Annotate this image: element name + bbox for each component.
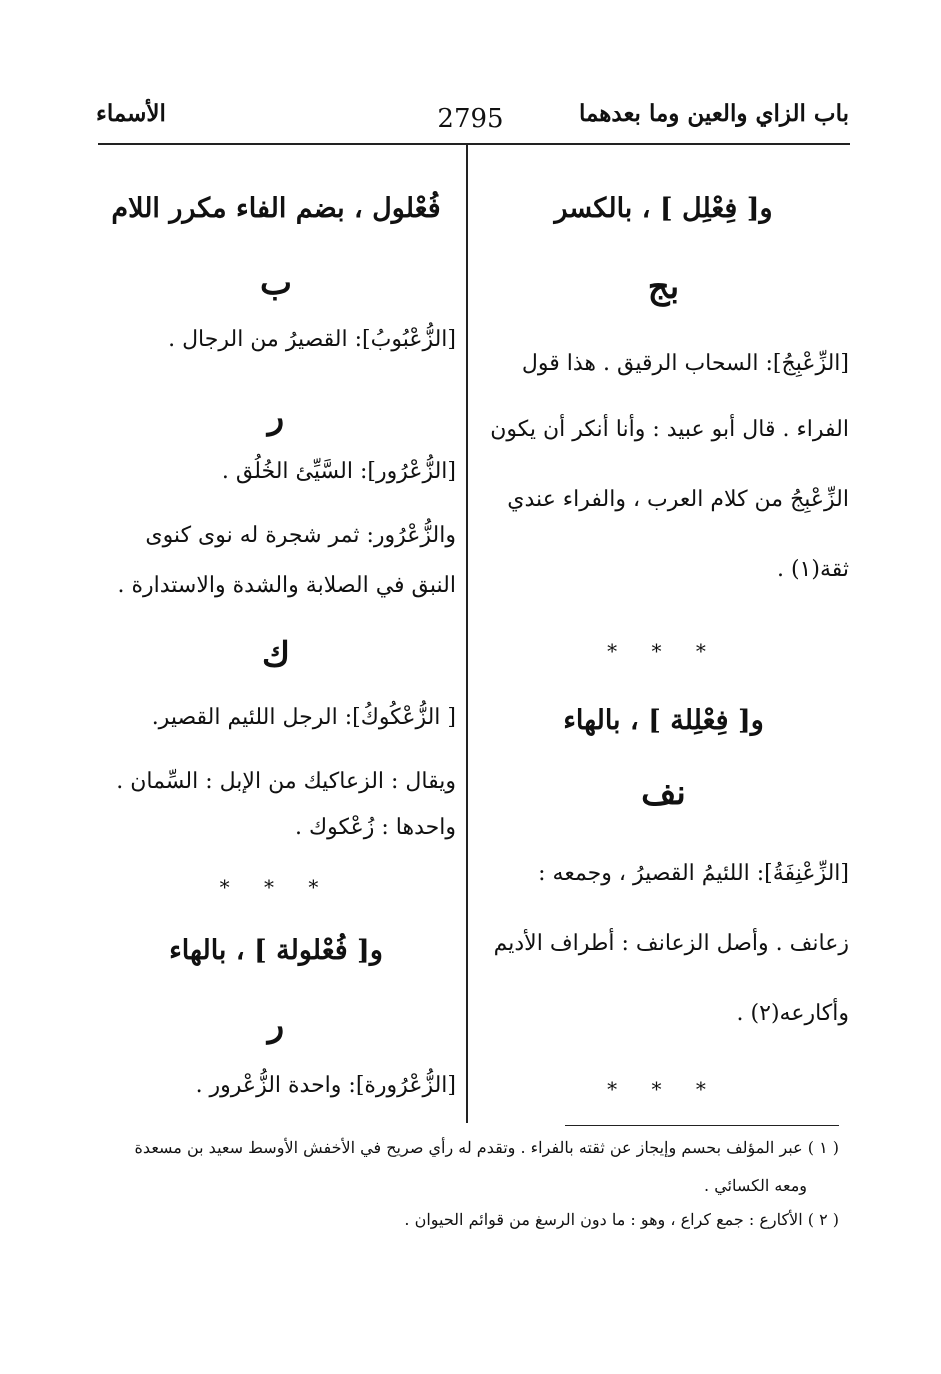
entry-line: واحدها : زُعْكوك . (295, 815, 456, 840)
entry-line: والزُّعْرُور: ثمر شجرة له نوى كنوى (145, 523, 456, 548)
root-letter: ر (267, 397, 285, 437)
footnote-1-continued: ومعه الكسائي . (704, 1176, 807, 1195)
right-column (478, 145, 849, 1124)
entry-line: [الزِّعْنِفَةُ]: اللئيمُ القصيرُ ، وجمعه : (538, 861, 849, 886)
entry-line: [الزُّعْبُوبُ]: القصيرُ من الرجال . (168, 327, 456, 352)
entry-line: النبق في الصلابة والشدة والاستدارة . (117, 573, 456, 598)
section-heading: و[ فِعْلِلة ] ، بالهاء (563, 705, 764, 736)
section-separator: * * * (607, 1077, 720, 1101)
running-header-chapter: باب الزاي والعين وما بعدهما (578, 100, 849, 127)
root-letter: ر (267, 1005, 285, 1045)
footnote-rule (565, 1125, 839, 1126)
entry-line: [الزُّعْرُور]: السَّيِّئ الخُلُق . (221, 459, 456, 484)
column-divider (466, 145, 468, 1123)
entry-line: الزِّعْبِجُ من كلام العرب ، والفراء عندي (507, 487, 849, 512)
root-letter: ب (259, 263, 292, 303)
section-separator: * * * (607, 639, 720, 663)
entry-line: [ الزُّعْكُوكُ]: الرجل اللئيم القصير. (151, 705, 456, 730)
root-letter: نف (641, 773, 686, 813)
entry-line: وأكارعه(٢) . (736, 1001, 849, 1026)
page-number: 2795 (437, 104, 504, 134)
root-letter: بج (647, 267, 680, 307)
section-heading: و[ فِعْلِل ] ، بالكسر (554, 193, 773, 224)
section-separator: * * * (219, 875, 333, 899)
running-header-section: الأسماء (96, 100, 166, 127)
footnote-1: ( ١ ) عبر المؤلف بحسم وإيجاز عن ثقته بالفراء . وتقدم له رأي صريح في الأخفش الأوسط سعيد بن مسعدة (134, 1138, 839, 1157)
root-letter: ك (261, 635, 291, 675)
footnote-2: ( ٢ ) الأكارع : جمع كراع ، وهو : ما دون الرسغ من قوائم الحيوان . (404, 1210, 839, 1229)
entry-line: زعانف . وأصل الزعانف : أطراف الأديم (493, 931, 849, 956)
entry-line: [الزِّعْبِجُ]: السحاب الرقيق . هذا قول (521, 351, 849, 376)
entry-line: ويقال : الزعاكيك من الإبل : السِّمان . (116, 769, 456, 794)
entry-line: الفراء . قال أبو عبيد : وأنا أنكر أن يكون (490, 417, 849, 442)
entry-line: [الزُّعْرُورة]: واحدة الزُّعْرور . (195, 1073, 456, 1098)
left-column (96, 145, 456, 1124)
entry-line: ثقة(١) . (776, 557, 849, 582)
section-heading: فُعْلول ، بضم الفاء مكرر اللام (111, 193, 441, 224)
section-heading: و[ فُعْلولة ] ، بالهاء (169, 935, 383, 966)
